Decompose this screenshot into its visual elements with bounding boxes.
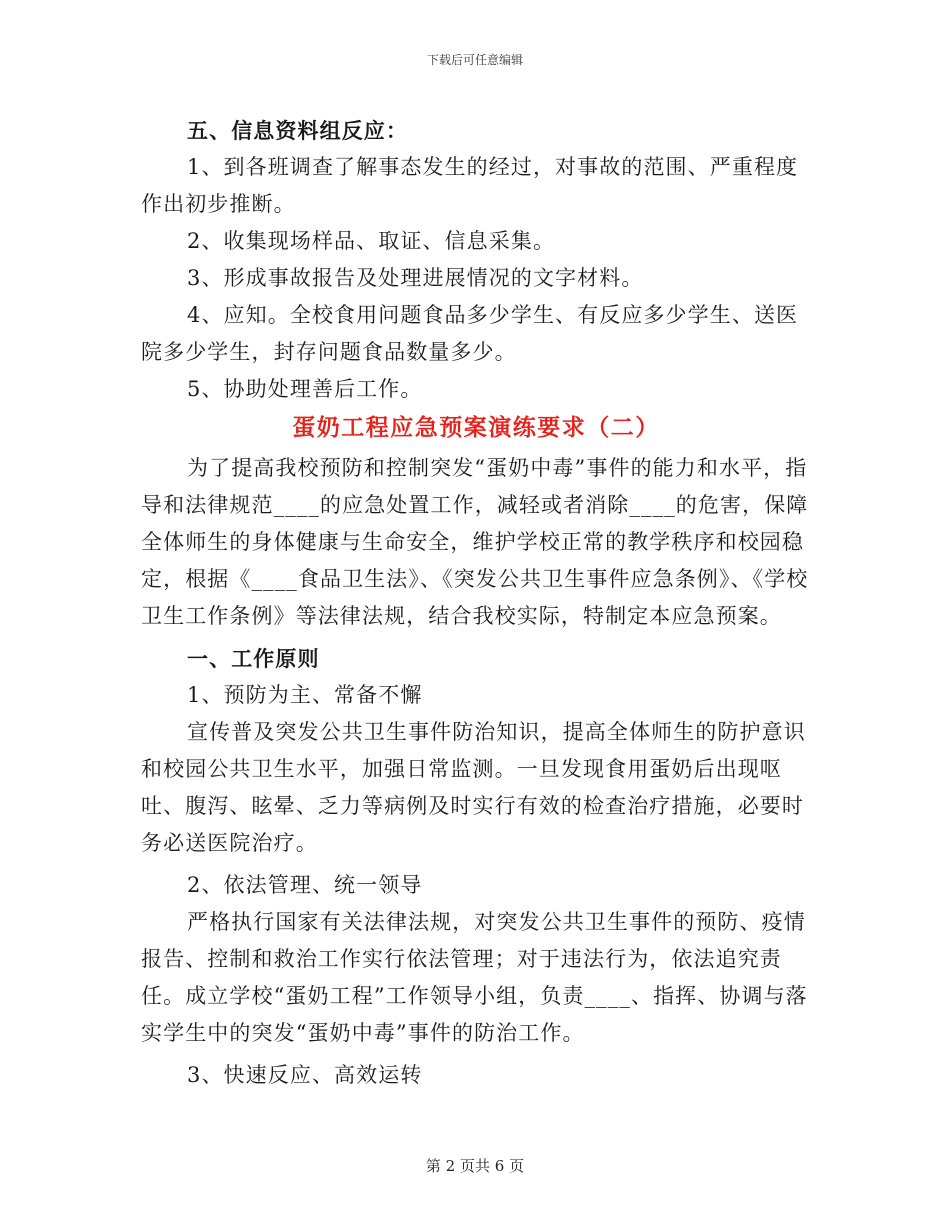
intro-paragraph: 为了提高我校预防和控制突发“蛋奶中毒”事件的能力和水平，指导和法律规范____的应急处置工作，减轻或者消除____的危害，保障全体师生的身体健康与生命安全，维护学校正常的教学秩序和校园稳定，根据《____食品卫生法》、《突发公共卫生事件应急条例》、《学校卫生工作条例》等法律法规，结合我校实际，特制定本应急预案。 [141, 456, 809, 628]
principle-3-title: 3、快速反应、高效运转 [187, 1063, 423, 1087]
principle-2-title: 2、依法管理、统一领导 [187, 873, 423, 897]
info-item-5: 5、协助处理善后工作。 [187, 377, 423, 401]
info-item-2: 2、收集现场样品、取证、信息采集。 [187, 229, 556, 253]
page-header: 下载后可任意编辑 [426, 53, 523, 67]
page-footer: 第 2 页共 6 页 [425, 1157, 525, 1175]
document-body [141, 112, 811, 1094]
section-heading-info: 五、信息资料组反应： [187, 118, 408, 143]
info-item-3: 3、形成事故报告及处理进展情况的文字材料。 [187, 266, 644, 290]
principle-2-text: 严格执行国家有关法律法规，对突发公共卫生事件的预防、疫情报告、控制和救治工作实行依法管理；对于违法行为，依法追究责任。成立学校“蛋奶工程”工作领导小组，负责____、指挥、协调与落实学生中的突发“蛋奶中毒”事件的防治工作。 [141, 910, 808, 1045]
document-title: 蛋奶工程应急预案演练要求（二） [292, 414, 660, 441]
principle-1-title: 1、预防为主、常备不懈 [187, 683, 423, 707]
principle-1-text: 宣传普及突发公共卫生事件防治知识，提高全体师生的防护意识和校园公共卫生水平，加强日常监测。一旦发现食用蛋奶后出现呕吐、腹泻、眩晕、乏力等病例及时实行有效的检查治疗措施，必要时务必送医院治疗。 [141, 720, 806, 855]
info-item-1: 1、到各班调查了解事态发生的经过，对事故的范围、严重程度作出初步推断。 [141, 155, 799, 216]
info-item-4: 4、应知。全校食用问题食品多少学生、有反应多少学生、送医院多少学生，封存问题食品数量多少。 [141, 303, 799, 364]
principles-heading: 一、工作原则 [187, 646, 320, 671]
